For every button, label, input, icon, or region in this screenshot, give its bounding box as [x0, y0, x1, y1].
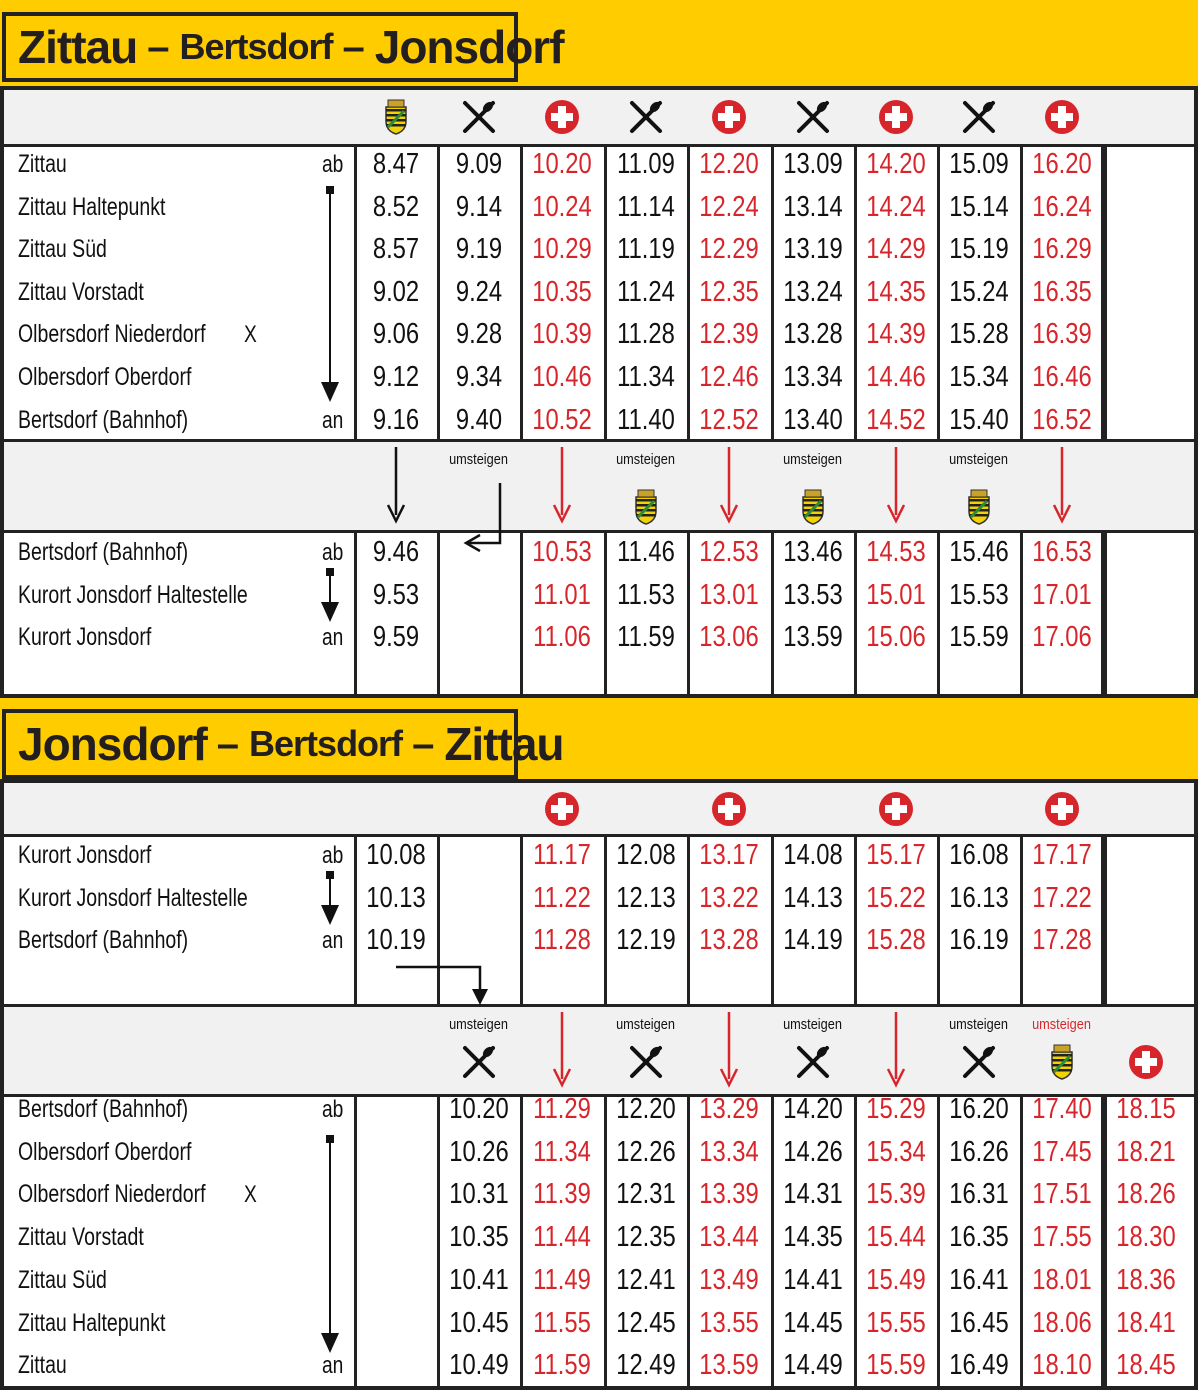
- arrival-departure-mark: ab: [322, 151, 344, 178]
- departure-time: 13.46: [783, 536, 843, 568]
- departure-time: 9.02: [372, 275, 420, 308]
- red-cross-icon: [542, 789, 582, 829]
- departure-time: 10.20: [532, 148, 592, 180]
- fork-knife-icon: [793, 1042, 833, 1082]
- column-divider: [937, 90, 940, 694]
- departure-time: 16.35: [949, 1221, 1009, 1254]
- departure-time: 10.35: [532, 275, 592, 308]
- departure-time: 16.41: [949, 1263, 1009, 1296]
- departure-time: 15.34: [866, 1135, 926, 1168]
- departure-time: 14.08: [783, 839, 843, 871]
- departure-time: 11.09: [617, 148, 675, 180]
- departure-time: 18.06: [1032, 1306, 1092, 1339]
- departure-time: 15.17: [866, 839, 926, 871]
- part1-station: Zittau: [18, 150, 67, 178]
- departure-time: 13.22: [699, 881, 759, 914]
- departure-time: 11.19: [617, 233, 675, 266]
- departure-time: 12.46: [699, 361, 759, 393]
- departure-time: 15.24: [949, 275, 1009, 308]
- departure-time: 10.49: [449, 1349, 509, 1382]
- departure-time: 14.31: [783, 1178, 843, 1211]
- departure-time: 13.49: [699, 1263, 759, 1296]
- transfer-label: umsteigen: [449, 1016, 508, 1033]
- departure-time: 14.19: [783, 924, 843, 957]
- departure-time: 17.22: [1032, 881, 1092, 914]
- departure-time: 11.49: [533, 1263, 591, 1296]
- departure-time: 15.09: [949, 148, 1009, 180]
- departure-time: 16.35: [1032, 275, 1092, 308]
- departure-time: 10.24: [532, 190, 592, 223]
- part2-station: Olbersdorf Niederdorf: [18, 1180, 206, 1209]
- fork-knife-icon: [959, 97, 999, 137]
- coat-of-arms-icon: [959, 487, 999, 527]
- departure-time: 10.13: [366, 881, 426, 914]
- departure-time: 17.55: [1032, 1221, 1092, 1254]
- part2-station: Zittau Süd: [18, 1265, 107, 1294]
- continuation-arrow: [381, 447, 411, 525]
- departure-time: 16.20: [949, 1093, 1009, 1125]
- departure-time: 10.20: [449, 1093, 509, 1125]
- part1-station: Kurort Jonsdorf Haltestelle: [18, 883, 248, 912]
- departure-time: 13.14: [783, 190, 843, 223]
- departure-time: 13.59: [783, 621, 843, 654]
- departure-time: 9.46: [372, 536, 420, 568]
- part1-station: Kurort Jonsdorf: [18, 841, 152, 869]
- transfer-label: umsteigen: [449, 451, 508, 468]
- column-divider: [1020, 90, 1023, 694]
- departure-time: 11.22: [533, 881, 591, 914]
- departure-time: 13.06: [699, 621, 759, 654]
- fork-knife-icon: [626, 1042, 666, 1082]
- departure-time: 17.17: [1032, 839, 1092, 871]
- departure-time: 13.29: [699, 1093, 759, 1125]
- fork-knife-icon: [959, 1042, 999, 1082]
- departure-time: 15.28: [866, 924, 926, 957]
- departure-time: 10.08: [366, 839, 426, 871]
- departure-time: 9.28: [455, 318, 503, 351]
- departure-time: 14.24: [866, 190, 926, 223]
- column-divider: [854, 90, 857, 694]
- departure-time: 9.40: [455, 403, 503, 436]
- timetable-jonsdorf-zittau: [0, 779, 1198, 1390]
- departure-time: 11.40: [617, 403, 675, 436]
- departure-time: 15.59: [866, 1349, 926, 1382]
- departure-time: 9.06: [372, 318, 420, 351]
- departure-time: 11.01: [533, 578, 591, 611]
- red-cross-icon: [1126, 1042, 1166, 1082]
- departure-time: 15.29: [866, 1093, 926, 1125]
- departure-time: 11.44: [533, 1221, 591, 1254]
- part2-station: Bertsdorf (Bahnhof): [18, 1095, 189, 1123]
- arrival-departure-mark: ab: [322, 539, 344, 566]
- departure-time: 16.08: [949, 839, 1009, 871]
- departure-time: 12.41: [616, 1263, 676, 1296]
- departure-time: 18.41: [1116, 1306, 1176, 1339]
- column-divider: [520, 90, 523, 694]
- arrival-departure-mark: an: [322, 1352, 344, 1380]
- column-divider: [1101, 90, 1104, 694]
- coat-of-arms-icon: [793, 487, 833, 527]
- transfer-label: umsteigen: [783, 1016, 842, 1033]
- departure-time: 16.39: [1032, 318, 1092, 351]
- departure-time: 10.45: [449, 1306, 509, 1339]
- departure-time: 11.14: [617, 190, 675, 223]
- departure-time: 16.31: [949, 1178, 1009, 1211]
- header-row: [4, 90, 1194, 147]
- departure-time: 12.31: [616, 1178, 676, 1211]
- red-cross-icon: [1042, 97, 1082, 137]
- departure-time: 10.53: [532, 536, 592, 568]
- part2-station: Kurort Jonsdorf Haltestelle: [18, 580, 248, 609]
- departure-time: 13.09: [783, 148, 843, 180]
- departure-time: 10.41: [449, 1263, 509, 1296]
- column-divider: [1104, 90, 1107, 694]
- transfer-label: umsteigen: [949, 1016, 1008, 1033]
- departure-time: 10.19: [366, 924, 426, 957]
- column-divider: [437, 90, 440, 694]
- departure-time: 14.53: [866, 536, 926, 568]
- departure-time: 11.59: [533, 1349, 591, 1382]
- departure-time: 16.29: [1032, 233, 1092, 266]
- departure-time: 15.53: [949, 578, 1009, 611]
- departure-time: 14.20: [783, 1093, 843, 1125]
- title-separator: –: [147, 24, 170, 69]
- departure-time: 17.51: [1032, 1178, 1092, 1211]
- continuation-arrow: [881, 1012, 911, 1089]
- departure-time: 16.49: [949, 1349, 1009, 1382]
- departure-time: 16.19: [949, 924, 1009, 957]
- direction-arrow: [318, 1135, 342, 1353]
- departure-time: 8.47: [372, 148, 420, 180]
- section2-title: [2, 709, 564, 779]
- departure-time: 14.41: [783, 1263, 843, 1296]
- departure-time: 13.55: [699, 1306, 759, 1339]
- departure-time: 14.13: [783, 881, 843, 914]
- departure-time: 12.45: [616, 1306, 676, 1339]
- transfer-label: umsteigen: [616, 451, 675, 468]
- departure-time: 18.15: [1116, 1093, 1176, 1125]
- departure-time: 14.35: [866, 275, 926, 308]
- arrival-departure-mark: an: [322, 406, 344, 434]
- departure-time: 9.53: [372, 578, 420, 611]
- departure-time: 12.19: [616, 924, 676, 957]
- departure-time: 10.31: [449, 1178, 509, 1211]
- departure-time: 16.24: [1032, 190, 1092, 223]
- departure-time: 15.59: [949, 621, 1009, 654]
- departure-time: 9.59: [372, 621, 420, 654]
- departure-time: 18.36: [1116, 1263, 1176, 1296]
- transfer-hook-arrow: [396, 963, 516, 1013]
- departure-time: 18.30: [1116, 1221, 1176, 1254]
- departure-time: 13.44: [699, 1221, 759, 1254]
- departure-time: 8.57: [372, 233, 420, 266]
- fork-knife-icon: [793, 97, 833, 137]
- departure-time: 8.52: [372, 190, 420, 223]
- departure-time: 11.28: [617, 318, 675, 351]
- part2-station: Zittau: [18, 1351, 67, 1380]
- departure-time: 17.40: [1032, 1093, 1092, 1125]
- title-destination: Zittau: [444, 718, 564, 770]
- red-cross-icon: [709, 789, 749, 829]
- part1-station: Zittau Vorstadt: [18, 277, 144, 306]
- red-cross-icon: [709, 97, 749, 137]
- departure-time: 11.39: [533, 1178, 591, 1211]
- departure-time: 12.39: [699, 318, 759, 351]
- fork-knife-icon: [459, 1042, 499, 1082]
- red-cross-icon: [1042, 789, 1082, 829]
- request-stop-mark: X: [244, 321, 257, 349]
- column-divider: [771, 90, 774, 694]
- section1-title: [2, 12, 564, 82]
- part2-station: Olbersdorf Oberdorf: [18, 1137, 192, 1166]
- request-stop-mark: X: [244, 1181, 257, 1209]
- departure-time: 16.45: [949, 1306, 1009, 1339]
- departure-time: 15.40: [949, 403, 1009, 436]
- column-divider: [354, 90, 357, 694]
- departure-time: 16.26: [949, 1135, 1009, 1168]
- transfer-row: [4, 439, 1194, 533]
- departure-time: 14.49: [783, 1349, 843, 1382]
- departure-time: 15.55: [866, 1306, 926, 1339]
- departure-time: 13.01: [699, 578, 759, 611]
- departure-time: 15.39: [866, 1178, 926, 1211]
- part1-station: Olbersdorf Niederdorf: [18, 320, 206, 349]
- departure-time: 13.53: [783, 578, 843, 611]
- departure-time: 12.52: [699, 403, 759, 436]
- transfer-label: umsteigen: [616, 1016, 675, 1033]
- part2-station: Zittau Haltepunkt: [18, 1308, 166, 1337]
- arrival-departure-mark: ab: [322, 1096, 344, 1123]
- departure-time: 13.34: [783, 361, 843, 393]
- departure-time: 9.34: [455, 361, 503, 393]
- departure-time: 17.06: [1032, 621, 1092, 654]
- departure-time: 13.40: [783, 403, 843, 436]
- column-divider: [687, 90, 690, 694]
- departure-time: 9.19: [455, 233, 503, 266]
- title-origin: Zittau: [18, 21, 138, 73]
- continuation-arrow: [714, 1012, 744, 1089]
- departure-time: 14.35: [783, 1221, 843, 1254]
- part1-station: Olbersdorf Oberdorf: [18, 363, 192, 391]
- departure-time: 17.28: [1032, 924, 1092, 957]
- departure-time: 10.35: [449, 1221, 509, 1254]
- departure-time: 10.26: [449, 1135, 509, 1168]
- departure-time: 11.53: [617, 578, 675, 611]
- part1-station: Zittau Haltepunkt: [18, 192, 166, 221]
- header-row: [4, 783, 1194, 837]
- departure-time: 11.28: [533, 924, 591, 957]
- departure-time: 10.29: [532, 233, 592, 266]
- departure-time: 16.20: [1032, 148, 1092, 180]
- departure-time: 13.59: [699, 1349, 759, 1382]
- departure-time: 14.45: [783, 1306, 843, 1339]
- timetable-zittau-jonsdorf: [0, 86, 1198, 698]
- part2-station: Zittau Vorstadt: [18, 1223, 144, 1252]
- departure-time: 11.24: [617, 275, 675, 308]
- departure-time: 12.13: [616, 881, 676, 914]
- fork-knife-icon: [626, 97, 666, 137]
- departure-time: 14.26: [783, 1135, 843, 1168]
- arrival-departure-mark: ab: [322, 842, 344, 869]
- departure-time: 10.39: [532, 318, 592, 351]
- continuation-arrow: [714, 447, 744, 525]
- departure-time: 11.59: [617, 621, 675, 654]
- departure-time: 14.46: [866, 361, 926, 393]
- title-destination: Jonsdorf: [374, 21, 564, 73]
- direction-arrow: [318, 186, 342, 402]
- departure-time: 9.14: [455, 190, 503, 223]
- transfer-label: umsteigen: [1032, 1016, 1091, 1033]
- departure-time: 12.35: [699, 275, 759, 308]
- part2-station: Bertsdorf (Bahnhof): [18, 538, 189, 566]
- arrival-departure-mark: an: [322, 624, 344, 652]
- continuation-arrow: [881, 447, 911, 525]
- departure-time: 10.52: [532, 403, 592, 436]
- departure-time: 16.46: [1032, 361, 1092, 393]
- departure-time: 9.12: [372, 361, 420, 393]
- departure-time: 14.39: [866, 318, 926, 351]
- part1-station: Zittau Süd: [18, 235, 107, 264]
- departure-time: 14.52: [866, 403, 926, 436]
- coat-of-arms-icon: [376, 97, 416, 137]
- departure-time: 12.24: [699, 190, 759, 223]
- departure-time: 17.45: [1032, 1135, 1092, 1168]
- departure-time: 10.46: [532, 361, 592, 393]
- transfer-hook-arrow: [456, 483, 526, 593]
- continuation-arrow: [547, 1012, 577, 1089]
- departure-time: 16.52: [1032, 403, 1092, 436]
- coat-of-arms-icon: [626, 487, 666, 527]
- title-origin: Jonsdorf: [18, 718, 207, 770]
- departure-time: 12.26: [616, 1135, 676, 1168]
- continuation-arrow: [547, 447, 577, 525]
- fork-knife-icon: [459, 97, 499, 137]
- departure-time: 9.24: [455, 275, 503, 308]
- departure-time: 14.20: [866, 148, 926, 180]
- departure-time: 18.45: [1116, 1349, 1176, 1382]
- departure-time: 13.39: [699, 1178, 759, 1211]
- title-separator: –: [216, 721, 240, 766]
- departure-time: 9.09: [455, 148, 503, 180]
- departure-time: 15.46: [949, 536, 1009, 568]
- departure-time: 11.17: [533, 839, 591, 871]
- departure-time: 12.29: [699, 233, 759, 266]
- departure-time: 12.49: [616, 1349, 676, 1382]
- transfer-label: umsteigen: [949, 451, 1008, 468]
- departure-time: 11.34: [617, 361, 675, 393]
- title-via: Bertsdorf: [249, 723, 403, 764]
- departure-time: 11.29: [533, 1093, 591, 1125]
- coat-of-arms-icon: [1042, 1042, 1082, 1082]
- departure-time: 15.34: [949, 361, 1009, 393]
- direction-arrow: [318, 871, 342, 925]
- departure-time: 18.01: [1032, 1263, 1092, 1296]
- departure-time: 15.14: [949, 190, 1009, 223]
- departure-time: 16.13: [949, 881, 1009, 914]
- part1-station: Bertsdorf (Bahnhof): [18, 926, 189, 955]
- title-via: Bertsdorf: [179, 26, 333, 67]
- red-cross-icon: [542, 97, 582, 137]
- departure-time: 12.20: [616, 1093, 676, 1125]
- departure-time: 11.06: [533, 621, 591, 654]
- transfer-label: umsteigen: [783, 451, 842, 468]
- departure-time: 12.08: [616, 839, 676, 871]
- departure-time: 11.55: [533, 1306, 591, 1339]
- departure-time: 15.49: [866, 1263, 926, 1296]
- title-separator: –: [342, 24, 365, 69]
- departure-time: 17.01: [1032, 578, 1092, 611]
- red-cross-icon: [876, 789, 916, 829]
- continuation-arrow: [1047, 447, 1077, 525]
- part2-station: Kurort Jonsdorf: [18, 623, 152, 652]
- direction-arrow: [318, 568, 342, 622]
- departure-time: 13.28: [783, 318, 843, 351]
- red-cross-icon: [876, 97, 916, 137]
- departure-time: 13.24: [783, 275, 843, 308]
- departure-time: 15.01: [866, 578, 926, 611]
- part1-station: Bertsdorf (Bahnhof): [18, 405, 189, 434]
- departure-time: 11.34: [533, 1135, 591, 1168]
- departure-time: 16.53: [1032, 536, 1092, 568]
- departure-time: 15.28: [949, 318, 1009, 351]
- departure-time: 18.10: [1032, 1349, 1092, 1382]
- arrival-departure-mark: an: [322, 927, 344, 955]
- departure-time: 11.46: [617, 536, 675, 568]
- departure-time: 13.19: [783, 233, 843, 266]
- departure-time: 18.21: [1116, 1135, 1176, 1168]
- departure-time: 12.35: [616, 1221, 676, 1254]
- departure-time: 12.53: [699, 536, 759, 568]
- departure-time: 15.22: [866, 881, 926, 914]
- departure-time: 18.26: [1116, 1178, 1176, 1211]
- column-divider: [604, 90, 607, 694]
- departure-time: 9.16: [372, 403, 420, 436]
- transfer-row: [4, 1004, 1194, 1097]
- departure-time: 13.17: [699, 839, 759, 871]
- departure-time: 13.28: [699, 924, 759, 957]
- departure-time: 13.34: [699, 1135, 759, 1168]
- departure-time: 15.19: [949, 233, 1009, 266]
- departure-time: 15.06: [866, 621, 926, 654]
- departure-time: 12.20: [699, 148, 759, 180]
- departure-time: 15.44: [866, 1221, 926, 1254]
- title-separator: –: [412, 721, 435, 766]
- departure-time: 14.29: [866, 233, 926, 266]
